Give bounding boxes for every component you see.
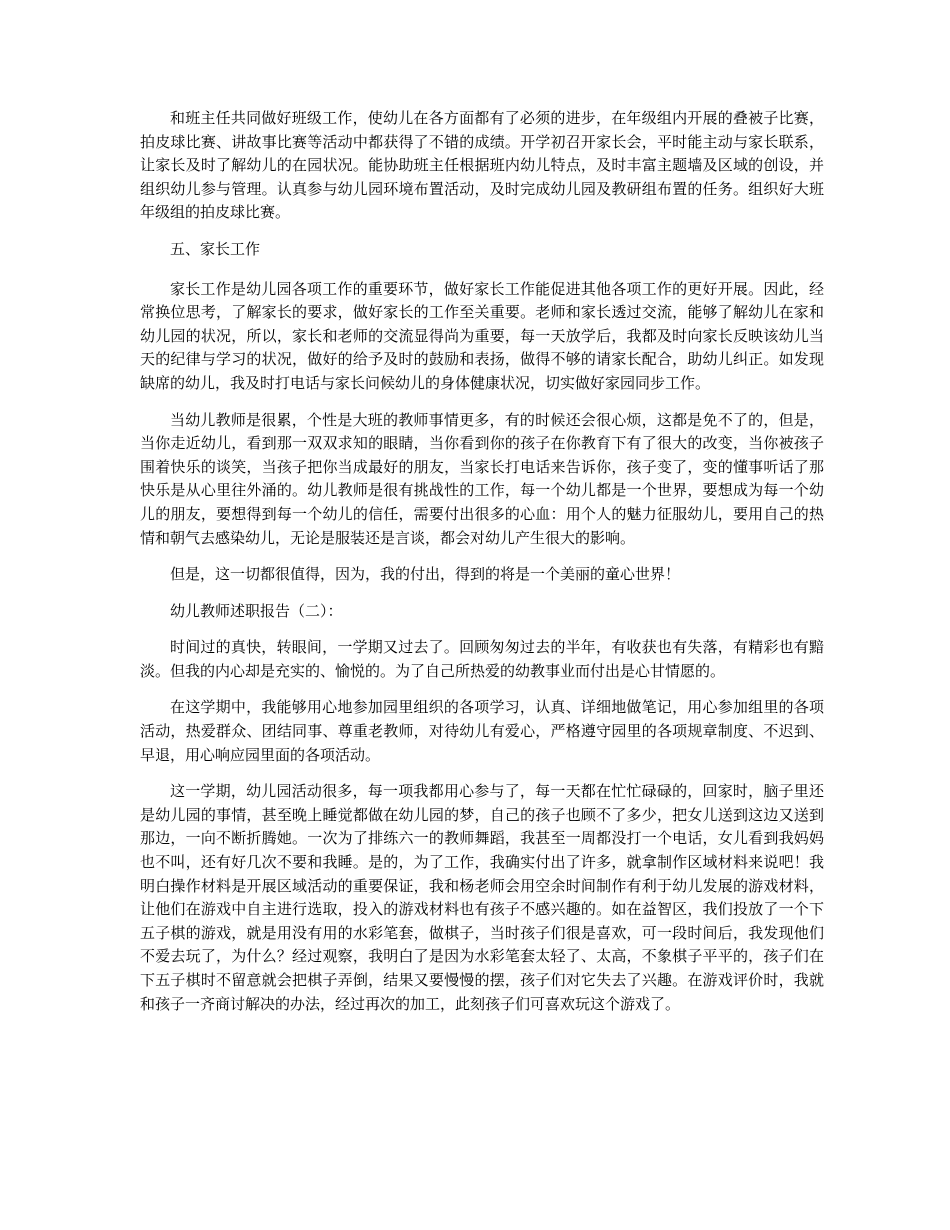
paragraph-activities: 这一学期，幼儿园活动很多，每一项我都用心参与了，每一天都在忙忙碌碌的，回家时，脑子里还是幼儿园的事情，甚至晚上睡觉都做在幼儿园的梦，自己的孩子也顾不了多少，把女儿送到这边又送到那边，一向不断折腾她。一次为了排练六一的教师舞蹈，我甚至一周都没打一个电话，女儿看到我妈妈也不叫，还有好几次不要和我睡。是的，为了工作，我确实付出了许多，就拿制作区域材料来说吧！我明白操作材料是开展区域活动的重要保证，我和杨老师会用空余时间制作有利于幼儿发展的游戏材料，让他们在游戏中自主进行选取，投入的游戏材料也有孩子不感兴趣的。如在益智区，我们投放了一个下五子棋的游戏，就是用没有用的水彩笔套，做棋子，当时孩子们很是喜欢，可一段时间后，我发现他们不爱去玩了，为什么？经过观察，我明白了是因为水彩笔套太轻了、太高，不象棋子平平的，孩子们在下五子棋时不留意就会把棋子弄倒，结果又要慢慢的摆，孩子们对它失去了兴趣。在游戏评价时，我就和孩子一齐商讨解决的办法，经过再次的加工，此刻孩子们可喜欢玩这个游戏了。 [140, 782, 824, 1013]
section-heading-parent-work: 五、家长工作 [170, 239, 261, 258]
report-two-title: 幼儿教师述职报告（二）： [170, 601, 343, 620]
paragraph-study-participation: 在这学期中，我能够用心地参加园里组织的各项学习，认真、详细地做笔记，用心参加组里的各项活动，热爱群众、团结同事、尊重老教师，对待幼儿有爱心，严格遵守园里的各项规章制度、不迟到、早退，用心响应园里面的各项活动。 [140, 698, 824, 764]
paragraph-semester-review: 时间过的真快，转眼间，一学期又过去了。回顾匆匆过去的半年，有收获也有失落，有精彩也有黯淡。但我的内心却是充实的、愉悦的。为了自己所热爱的幼教事业而付出是心甘情愿的。 [140, 638, 824, 680]
paragraph-class-work: 和班主任共同做好班级工作，使幼儿在各方面都有了必须的进步，在年级组内开展的叠被子比赛，拍皮球比赛、讲故事比赛等活动中都获得了不错的成绩。开学初召开家长会，平时能主动与家长联系，让家长及时了解幼儿的在园状况。能协助班主任根据班内幼儿特点，及时丰富主题墙及区域的创设，并组织幼儿参与管理。认真参与幼儿园环境布置活动，及时完成幼儿园及教研组布置的任务。组织好大班年级组的拍皮球比赛。 [140, 109, 824, 222]
paragraph-conclusion: 但是，这一切都很值得，因为，我的付出，得到的将是一个美丽的童心世界！ [170, 565, 681, 584]
paragraph-parent-work: 家长工作是幼儿园各项工作的重要环节，做好家长工作能促进其他各项工作的更好开展。因此，经常换位思考，了解家长的要求，做好家长的工作至关重要。老师和家长透过交流，能够了解幼儿在家和幼儿园的状况，所以，家长和老师的交流显得尚为重要，每一天放学后，我都及时向家长反映该幼儿当天的纪律与学习的状况，做好的给予及时的鼓励和表扬，做得不够的请家长配合，助幼儿纠正。如发现缺席的幼儿，我及时打电话与家长问候幼儿的身体健康状况，切实做好家园同步工作。 [140, 279, 824, 392]
document-page [140, 107, 824, 1029]
paragraph-teacher-reflection: 当幼儿教师是很累，个性是大班的教师事情更多，有的时候还会很心烦，这都是免不了的，但是，当你走近幼儿，看到那一双双求知的眼睛，当你看到你的孩子在你教育下有了很大的改变，当你被孩子围着快乐的谈笑，当孩子把你当成最好的朋友，当家长打电话来告诉你，孩子变了，变的懂事听话了那快乐是从心里往外涌的。幼儿教师是很有挑战性的工作，每一个幼儿都是一个世界，要想成为每一个幼儿的朋友，要想得到每一个幼儿的信任，需要付出很多的心血：用个人的魅力征服幼儿，要用自己的热情和朝气去感染幼儿，无论是服装还是言谈，都会对幼儿产生很大的影响。 [140, 410, 824, 547]
